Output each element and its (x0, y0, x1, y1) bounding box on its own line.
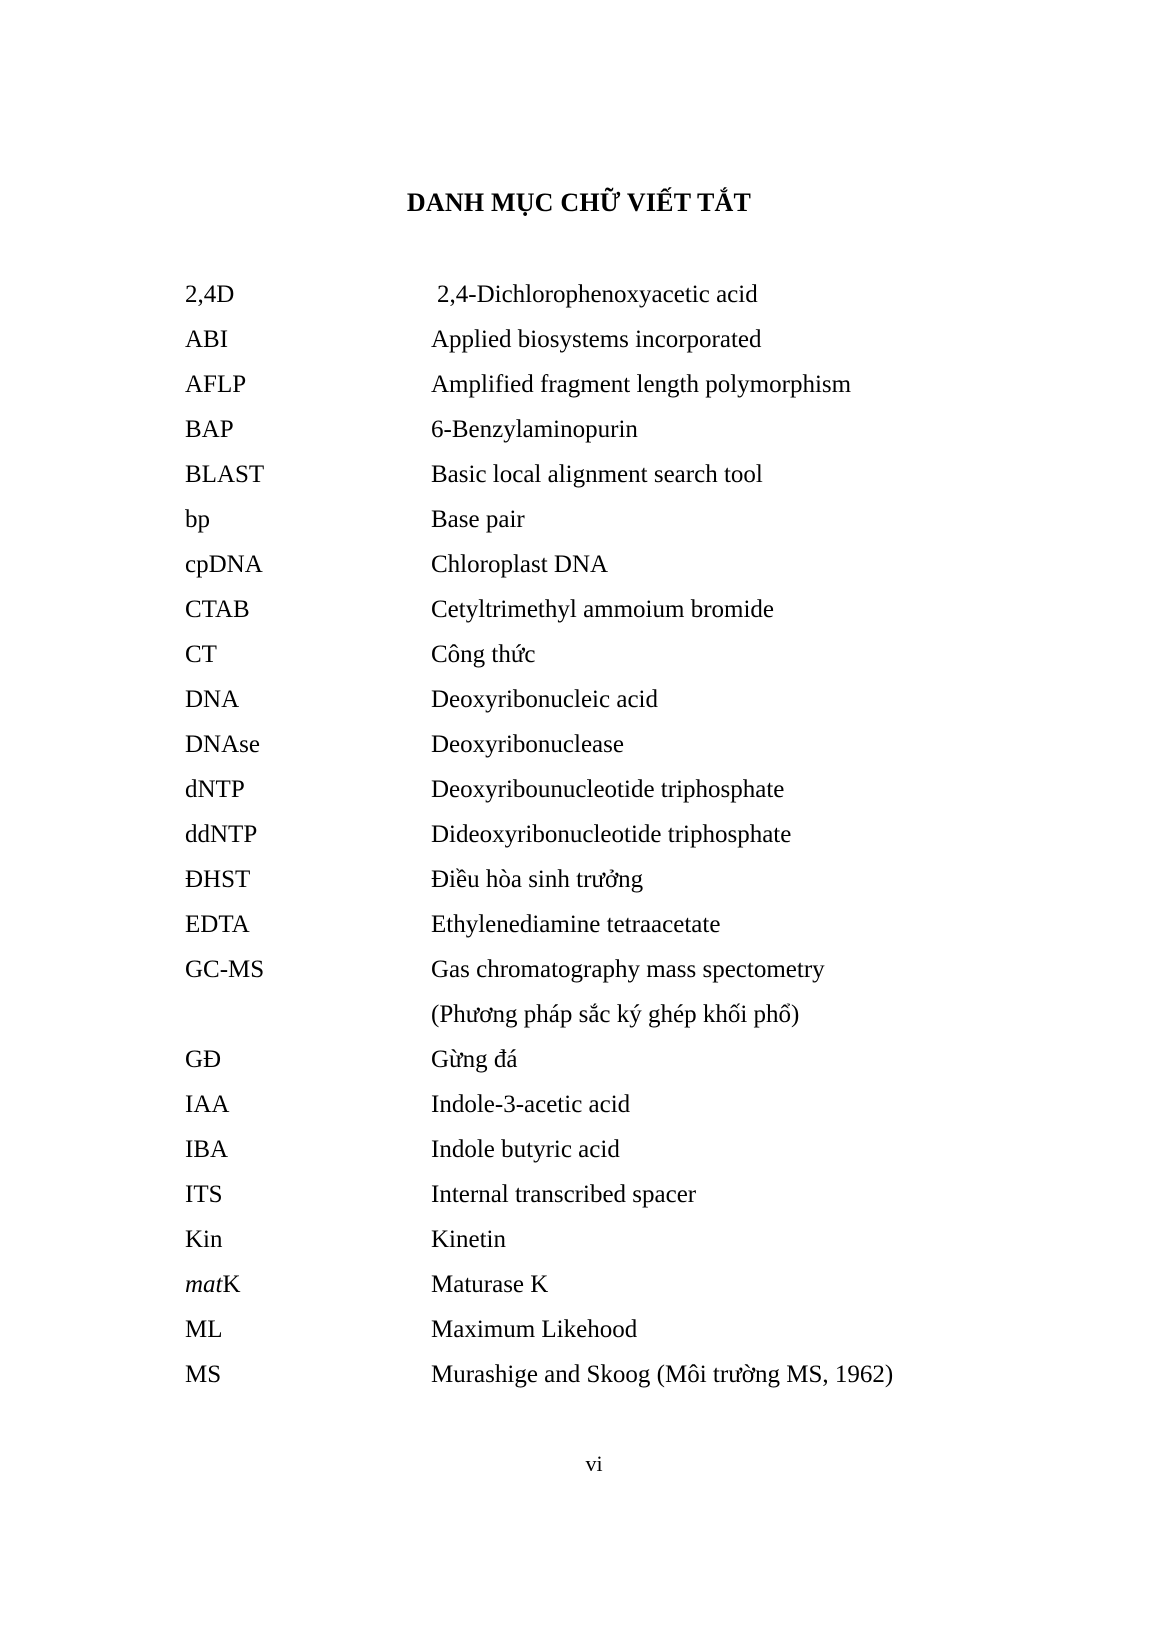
abbreviation-definition: Deoxyribounucleotide triphosphate (431, 776, 785, 803)
abbreviation-row (0, 731, 1158, 776)
abbreviation-definition: 6-Benzylaminopurin (431, 416, 638, 443)
abbreviation-definition: Deoxyribonucleic acid (431, 686, 658, 713)
abbreviation-definition: Amplified fragment length polymorphism (431, 371, 852, 398)
abbreviation-definition: Điều hòa sinh trưởng (431, 866, 644, 893)
abbreviation-definition: Base pair (431, 506, 525, 533)
abbreviation-term: AFLP (185, 371, 247, 398)
abbreviation-row (0, 1046, 1158, 1091)
abbreviation-row (0, 1271, 1158, 1316)
abbreviation-term: BLAST (185, 461, 265, 488)
abbreviation-row (0, 1361, 1158, 1406)
abbreviation-row (0, 461, 1158, 506)
abbreviation-term-italic-part: mat (185, 1271, 223, 1298)
abbreviation-definition: Maturase K (431, 1271, 549, 1298)
abbreviation-row (0, 821, 1158, 866)
abbreviation-term: CT (185, 641, 217, 668)
abbreviation-term: DNA (185, 686, 240, 713)
abbreviation-row (0, 641, 1158, 686)
abbreviation-term: ddNTP (185, 821, 258, 848)
abbreviation-row (0, 281, 1158, 326)
abbreviation-term: MS (185, 1361, 222, 1388)
page-title: DANH MỤC CHỮ VIẾT TẮT (406, 188, 752, 217)
abbreviation-row (0, 686, 1158, 731)
abbreviation-definition: Chloroplast DNA (431, 551, 609, 578)
abbreviation-term: DNAse (185, 731, 260, 758)
abbreviation-row (0, 911, 1158, 956)
abbreviation-term (185, 1271, 241, 1299)
abbreviation-row (0, 1316, 1158, 1361)
abbreviation-definition: Murashige and Skoog (Môi trường MS, 1962) (431, 1361, 894, 1388)
abbreviation-row (0, 956, 1158, 1001)
abbreviation-term: bp (185, 506, 210, 533)
abbreviation-definition: Maximum Likehood (431, 1316, 638, 1343)
abbreviation-row (0, 551, 1158, 596)
abbreviation-definition: Internal transcribed spacer (431, 1181, 697, 1208)
abbreviation-definition: Indole butyric acid (431, 1136, 620, 1163)
abbreviation-term: EDTA (185, 911, 250, 938)
abbreviation-definition: Kinetin (431, 1226, 506, 1253)
abbreviation-term: cpDNA (185, 551, 263, 578)
abbreviation-row (0, 776, 1158, 821)
abbreviation-term: ML (185, 1316, 223, 1343)
abbreviation-row (0, 1181, 1158, 1226)
abbreviation-definition: Deoxyribonuclease (431, 731, 624, 758)
abbreviation-definition: (Phương pháp sắc ký ghép khối phổ) (431, 1001, 800, 1028)
abbreviation-row (0, 371, 1158, 416)
abbreviation-definition: Gừng đá (431, 1046, 518, 1073)
abbreviation-row (0, 506, 1158, 551)
abbreviation-definition: Dideoxyribonucleotide triphosphate (431, 821, 792, 848)
abbreviation-term: Kin (185, 1226, 223, 1253)
abbreviation-term: ĐHST (185, 866, 251, 893)
abbreviation-definition: Cetyltrimethyl ammoium bromide (431, 596, 775, 623)
abbreviation-definition: Basic local alignment search tool (431, 461, 763, 488)
abbreviation-term: GC-MS (185, 956, 265, 983)
abbreviation-definition: Ethylenediamine tetraacetate (431, 911, 721, 938)
abbreviation-row (0, 326, 1158, 371)
abbreviation-term: ITS (185, 1181, 223, 1208)
abbreviation-row (0, 1091, 1158, 1136)
abbreviation-row (0, 866, 1158, 911)
abbreviation-row (0, 1136, 1158, 1181)
abbreviation-definition: Applied biosystems incorporated (431, 326, 762, 353)
page-number: vi (585, 1451, 603, 1476)
abbreviation-list (0, 281, 1158, 1406)
abbreviation-term: ABI (185, 326, 229, 353)
abbreviation-term: GĐ (185, 1046, 222, 1073)
abbreviation-term: 2,4D (185, 281, 235, 308)
abbreviation-definition: 2,4-Dichlorophenoxyacetic acid (437, 281, 758, 308)
abbreviation-definition: Công thức (431, 641, 536, 668)
abbreviation-row-continuation (0, 1001, 1158, 1046)
abbreviation-row (0, 596, 1158, 641)
abbreviation-term: dNTP (185, 776, 245, 803)
abbreviation-term: BAP (185, 416, 234, 443)
abbreviation-term-rest: K (222, 1271, 241, 1298)
abbreviation-definition: Indole-3-acetic acid (431, 1091, 631, 1118)
abbreviation-term: CTAB (185, 596, 250, 623)
abbreviation-row (0, 416, 1158, 461)
abbreviation-term: IBA (185, 1136, 229, 1163)
abbreviation-definition: Gas chromatography mass spectometry (431, 956, 825, 983)
abbreviation-term: IAA (185, 1091, 230, 1118)
abbreviation-row (0, 1226, 1158, 1271)
